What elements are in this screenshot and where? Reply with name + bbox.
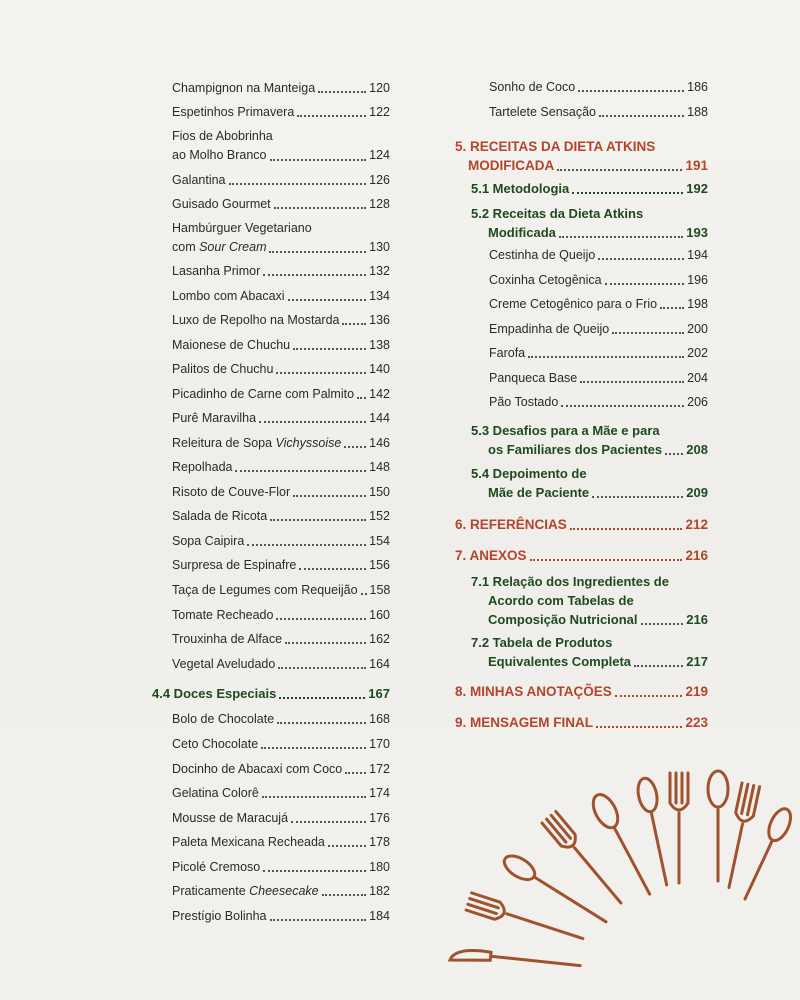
fork-icon	[670, 773, 688, 883]
toc-chapter-heading[interactable]: 7. ANEXOS 216	[455, 548, 708, 563]
toc-entry[interactable]: Sonho de Coco 186	[489, 80, 708, 94]
toc-entry[interactable]: Cestinha de Queijo 194	[489, 248, 708, 262]
toc-entry[interactable]: Palitos de Chuchu 140	[172, 362, 390, 376]
toc-section-heading[interactable]: 5.2 Receitas da Dieta Atkins Modificada 193	[471, 206, 708, 240]
toc-section-heading[interactable]: 7.1 Relação dos Ingredientes de Acordo com Tabelas de Composição Nutricional 216	[471, 574, 708, 627]
spoon-icon	[588, 791, 658, 899]
toc-chapter-heading[interactable]: 5. RECEITAS DA DIETA ATKINS MODIFICADA 191	[455, 139, 708, 173]
toc-entry[interactable]: Fios de Abobrinha ao Molho Branco 124	[172, 129, 390, 162]
toc-entry[interactable]: Galantina 126	[172, 173, 390, 187]
toc-section-heading[interactable]: 5.4 Depoimento de Mãe de Paciente 209	[471, 466, 708, 500]
toc-entry[interactable]: Sopa Caipira 154	[172, 534, 390, 548]
toc-section-heading[interactable]: 4.4 Doces Especiais 167	[152, 686, 390, 701]
toc-entry[interactable]: Repolhada 148	[172, 460, 390, 474]
toc-entry[interactable]: Espetinhos Primavera 122	[172, 105, 390, 119]
toc-entry[interactable]: Empadinha de Queijo 200	[489, 322, 708, 336]
toc-entry[interactable]: Lasanha Primor 132	[172, 264, 390, 278]
toc-entry[interactable]: Picadinho de Carne com Palmito 142	[172, 387, 390, 401]
toc-entry[interactable]: Tartelete Sensação 188	[489, 105, 708, 119]
toc-entry[interactable]: Trouxinha de Alface 162	[172, 632, 390, 646]
toc-chapter-heading[interactable]: 6. REFERÊNCIAS 212	[455, 517, 708, 532]
toc-entry[interactable]: Creme Cetogênico para o Frio 198	[489, 297, 708, 311]
toc-entry[interactable]: Surpresa de Espinafre 156	[172, 558, 390, 572]
toc-section-heading[interactable]: 5.3 Desafios para a Mãe e para os Familiares dos Pacientes 208	[471, 423, 708, 457]
toc-entry[interactable]: Purê Maravilha 144	[172, 411, 390, 425]
toc-entry[interactable]: Taça de Legumes com Requeijão 158	[172, 583, 391, 597]
toc-entry[interactable]: Hambúrguer Vegetariano com Sour Cream 130	[172, 221, 390, 254]
toc-section-heading[interactable]: 5.1 Metodologia 192	[471, 181, 708, 196]
toc-entry[interactable]: Vegetal Aveludado 164	[172, 657, 390, 671]
toc-entry[interactable]: Champignon na Manteiga 120	[172, 81, 390, 95]
toc-chapter-heading[interactable]: 8. MINHAS ANOTAÇÕES 219	[455, 684, 708, 699]
toc-entry[interactable]: Mousse de Maracujá 176	[172, 811, 390, 825]
spoon-icon	[708, 771, 728, 881]
toc-entry[interactable]: Farofa 202	[489, 346, 708, 360]
toc-entry[interactable]: Maionese de Chuchu 138	[172, 338, 390, 352]
toc-entry[interactable]: Picolé Cremoso 180	[172, 860, 390, 874]
toc-entry[interactable]: Luxo de Repolho na Mostarda 136	[172, 313, 390, 327]
fork-icon	[466, 893, 586, 947]
toc-entry[interactable]: Tomate Recheado 160	[172, 608, 390, 622]
toc-entry[interactable]: Docinho de Abacaxi com Coco 172	[172, 762, 390, 776]
toc-entry[interactable]: Prestígio Bolinha 184	[172, 909, 390, 923]
toc-section-heading[interactable]: 7.2 Tabela de Produtos Equivalentes Completa 217	[471, 635, 708, 669]
toc-entry[interactable]: Coxinha Cetogênica 196	[489, 273, 708, 287]
cutlery-illustration	[440, 755, 800, 1000]
toc-entry[interactable]: Pão Tostado 206	[489, 395, 708, 409]
toc-entry[interactable]: Bolo de Chocolate 168	[172, 712, 390, 726]
toc-entry[interactable]: Risoto de Couve-Flor 150	[172, 485, 390, 499]
toc-entry[interactable]: Salada de Ricota 152	[172, 509, 390, 523]
toc-entry[interactable]: Gelatina Colorê 174	[172, 786, 390, 800]
toc-entry[interactable]: Praticamente Cheesecake 182	[172, 884, 390, 898]
toc-entry[interactable]: Lombo com Abacaxi 134	[172, 289, 390, 303]
toc-chapter-heading[interactable]: 9. MENSAGEM FINAL 223	[455, 715, 708, 730]
knife-icon	[450, 948, 581, 974]
toc-entry[interactable]: Panqueca Base 204	[489, 371, 708, 385]
toc-entry[interactable]: Guisado Gourmet 128	[172, 197, 390, 211]
toc-entry[interactable]: Releitura de Sopa Vichyssoise 146	[172, 436, 390, 450]
toc-entry[interactable]: Paleta Mexicana Recheada 178	[172, 835, 390, 849]
toc-entry[interactable]: Ceto Chocolate 170	[172, 737, 390, 751]
